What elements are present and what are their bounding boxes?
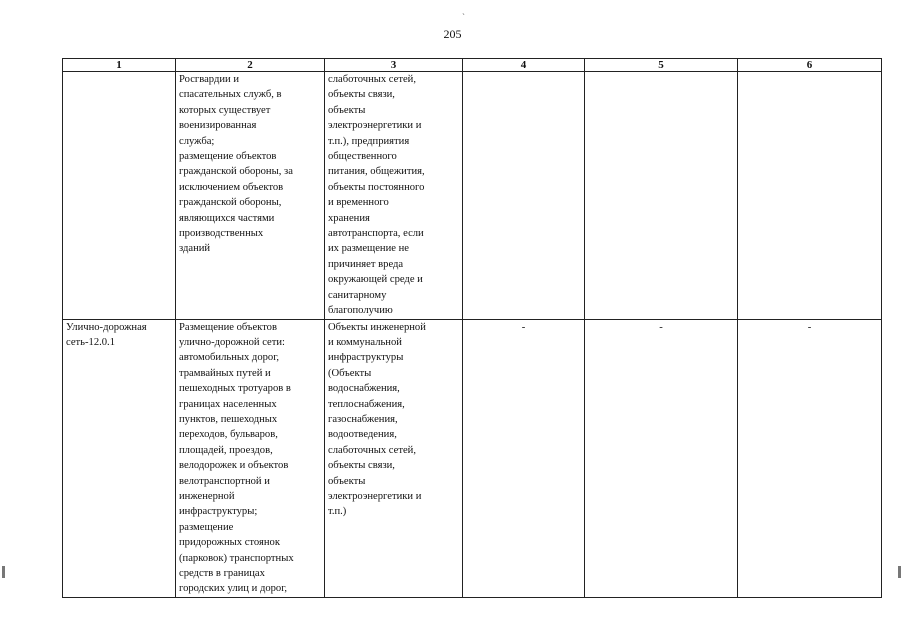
table-cell-type xyxy=(63,72,176,320)
table-row xyxy=(63,319,882,597)
table-cell-permitted-objects: слаботочных сетей, объекты связи, объекты электроэнергетики и т.п.), предприятия общественного питания, общежития, объекты постоянного и временного хранения автотранспорта, если их размещение не причиняет вреда окружающей среде и санитарному благополучию xyxy=(325,72,463,320)
table-header-row xyxy=(63,59,882,72)
column-header-2: 2 xyxy=(176,59,325,72)
table-cell-col5 xyxy=(585,72,738,320)
column-header-1: 1 xyxy=(63,59,176,72)
column-header-6: 6 xyxy=(738,59,882,72)
table-cell-col6: - xyxy=(738,319,882,597)
table-cell-col5: - xyxy=(585,319,738,597)
table-row xyxy=(63,72,882,320)
left-edge-mark xyxy=(2,566,5,578)
zoning-table xyxy=(62,58,882,598)
scan-mark: ˋ xyxy=(462,12,465,22)
page-number: 205 xyxy=(443,27,462,41)
column-header-5: 5 xyxy=(585,59,738,72)
table-cell-type: Улично-дорожная сеть-12.0.1 xyxy=(63,319,176,597)
table-cell-col4 xyxy=(463,72,585,320)
table-cell-col4: - xyxy=(463,319,585,597)
right-edge-mark xyxy=(898,566,901,578)
table-cell-description: Размещение объектов улично-дорожной сети: автомобильных дорог, трамвайных путей и пешеходных тротуаров в границах населенных пунктов, пешеходных переходов, бульваров, площадей, проездов, велодорожек и объектов велотранспортной и инженерной инфраструктуры; размещение придорожных стоянок (парковок) транспортных средств в границах городских улиц и дорог, xyxy=(176,319,325,597)
table-cell-permitted-objects: Объекты инженерной и коммунальной инфраструктуры (Объекты водоснабжения, теплоснабжения, газоснабжения, водоотведения, слаботочных сетей, объекты связи, объекты электроэнергетики и т.п.) xyxy=(325,319,463,597)
table-cell-col6 xyxy=(738,72,882,320)
column-header-3: 3 xyxy=(325,59,463,72)
column-header-4: 4 xyxy=(463,59,585,72)
table-cell-description: Росгвардии и спасательных служб, в которых существует военизированная служба; размещение объектов гражданской обороны, за исключением объектов гражданской обороны, являющихся частями производственных зданий xyxy=(176,72,325,320)
